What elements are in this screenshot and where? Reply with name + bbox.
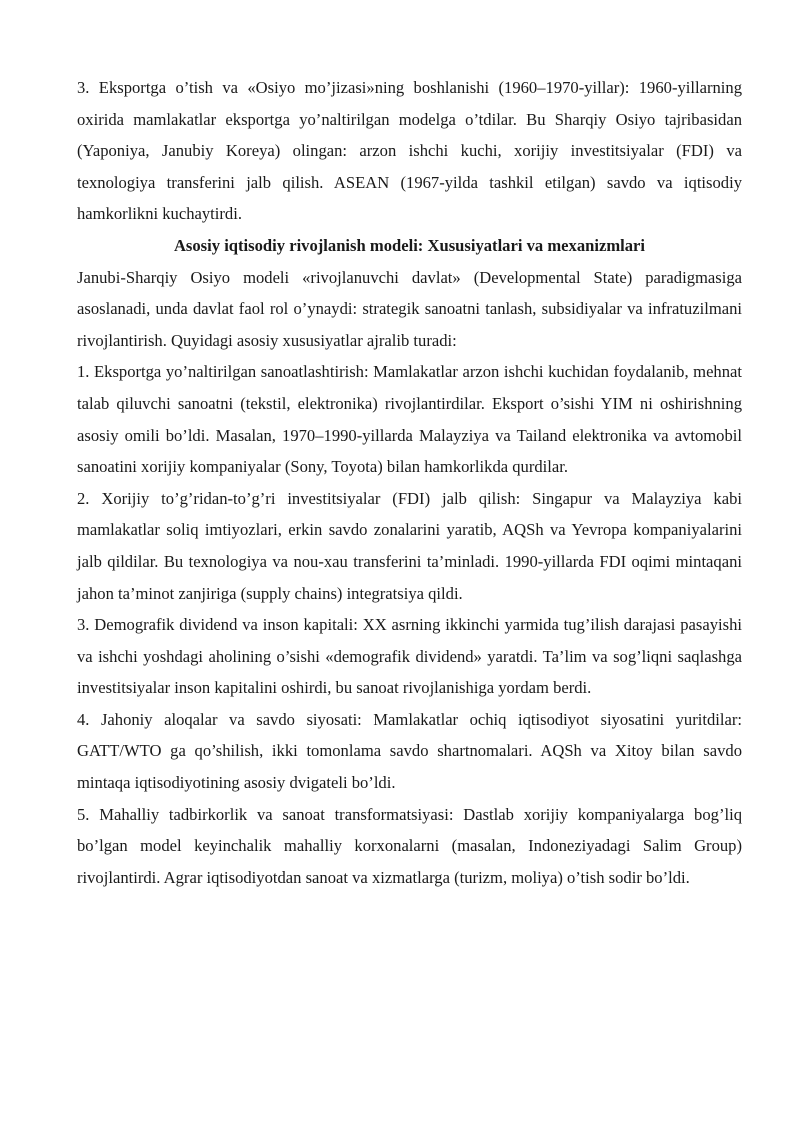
list-item: 5. Mahalliy tadbirkorlik va sanoat transformatsiyasi: Dastlab xorijiy kompaniyalarga bog’liq bo’lgan model keyinchalik mahalliy korxonalarni (masalan, Indoneziyadagi Salim Group) rivojlantirdi. Agrar iqtisodiyotdan sanoat va xizmatlarga (turizm, moliya) o’tish sodir bo’ldi. (77, 804, 742, 887)
intro-paragraph: 3. Eksportga o’tish va «Osiyo mo’jizasi»ning boshlanishi (1960–1970-yillar): 1960-yillarning oxirida mamlakatlar eksportga yo’naltirilgan modelga o’tdilar. Bu Sharqiy Osiyo tajribasidan (Yaponiya, Janubiy Koreya) olingan: arzon ishchi kuchi, xorijiy investitsiyalar (FDI) va texnologiya transferini jalb qilish. ASEAN (1967-yilda tashkil etilgan) savdo va iqtisodiy hamkorlikni kuchaytirdi. (77, 78, 742, 224)
list-item: 4. Jahoniy aloqalar va savdo siyosati: Mamlakatlar ochiq iqtisodiyot siyosatini yuritdilar: GATT/WTO ga qo’shilish, ikki tomonlama savdo shartnomalari. AQSh va Xitoy bilan savdo mintaqa iqtisodiyotining asosiy dvigateli bo’ldi. (77, 709, 742, 793)
section-intro-paragraph: Janubi-Sharqiy Osiyo modeli «rivojlanuvchi davlat» (Developmental State) paradigmasiga asoslanadi, unda davlat faol rol o’ynaydi: strategik sanoatni tanlash, subsidiyalar va infratuzilmani rivojlantirish. Quyidagi asosiy xususiyatlar ajralib turadi: (77, 267, 742, 350)
list-item: 3. Demografik dividend va inson kapitali: XX asrning ikkinchi yarmida tug’ilish darajasi pasayishi va ishchi yoshdagi aholining o’sishi «demografik dividend» yaratdi. Ta’lim va sog’liqni saqlashga investitsiyalar inson kapitalini oshirdi, bu sanoat rivojlanishiga yordam berdi. (77, 615, 742, 698)
section-heading: Asosiy iqtisodiy rivojlanish modeli: Xususiyatlari va mexanizmlari (173, 235, 646, 255)
list-item: 1. Eksportga yo’naltirilgan sanoatlashtirish: Mamlakatlar arzon ishchi kuchidan foydalanib, mehnat talab qiluvchi sanoatni (tekstil, elektronika) rivojlantirdilar. Eksport o’sishi YIM ni oshirishning asosiy omili bo’ldi. Masalan, 1970–1990-yillarda Malayziya va Tailand elektronika va avtomobil sanoatini xorijiy kompaniyalar (Sony, Toyota) bilan hamkorlikda qurdilar. (77, 362, 742, 477)
list-item: 2. Xorijiy to’g’ridan-to’g’ri investitsiyalar (FDI) jalb qilish: Singapur va Malayziya kabi mamlakatlar soliq imtiyozlari, erkin savdo zonalarini yaratib, AQSh va Yevropa kompaniyalarini jalb qildilar. Bu texnologiya va nou-xau transferini ta’minladi. 1990-yillarda FDI oqimi mintaqani jahon ta’minot zanjiriga (supply chains) integratsiya qildi. (77, 488, 742, 603)
document-page (77, 72, 742, 893)
